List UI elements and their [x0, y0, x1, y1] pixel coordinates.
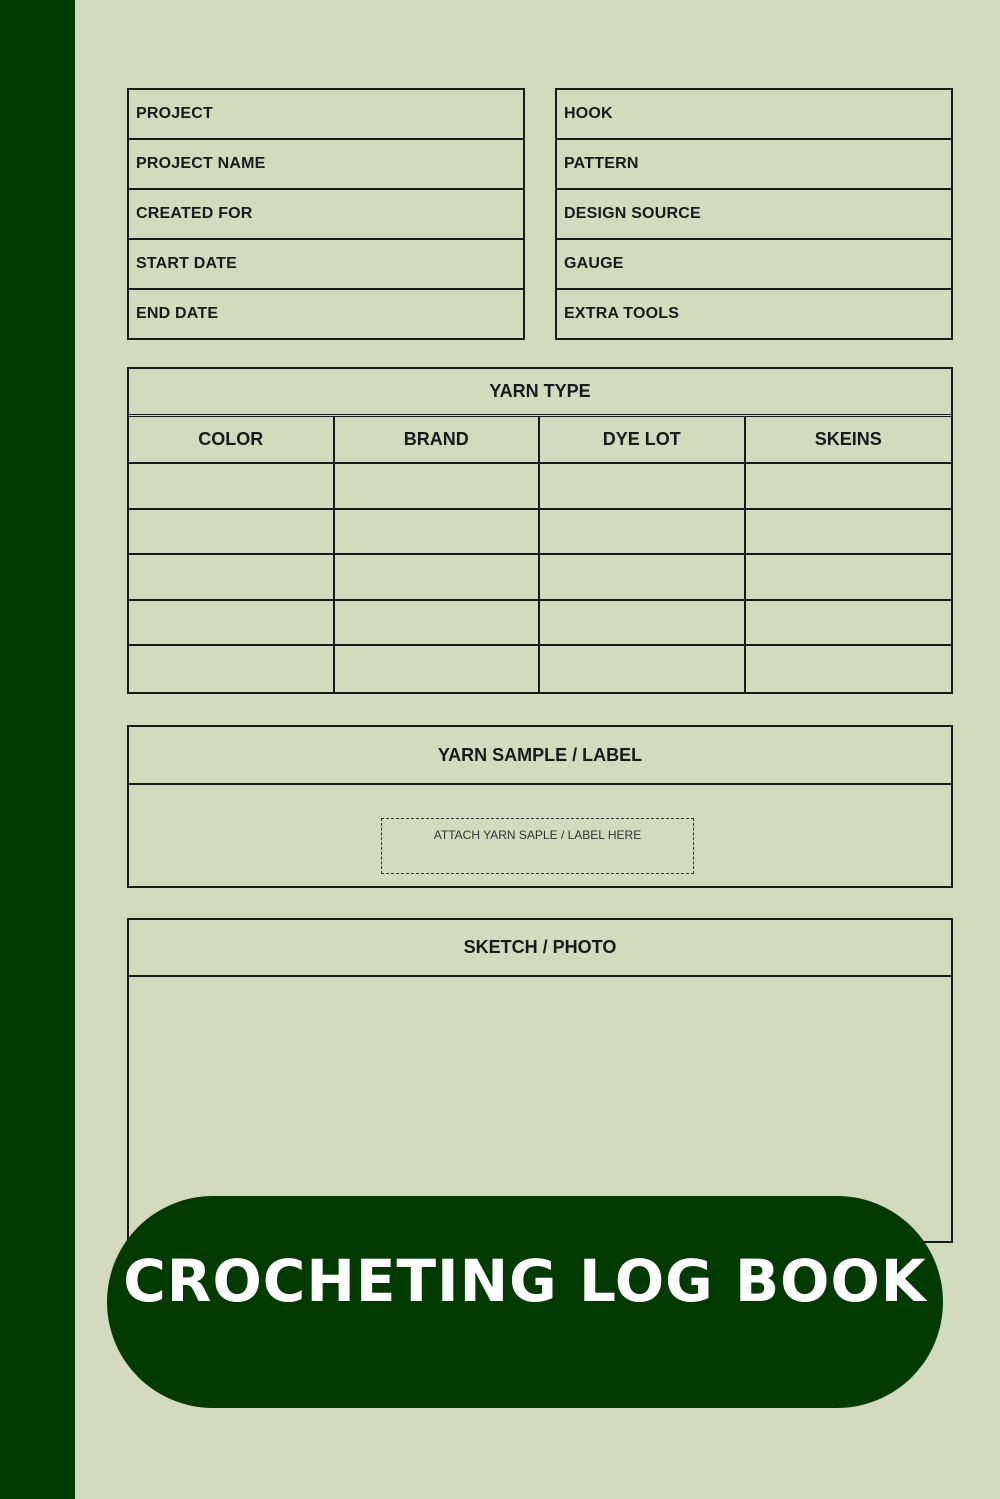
- sketch-photo-section: [127, 918, 953, 1243]
- project-name-field[interactable]: [129, 140, 523, 190]
- table-cell[interactable]: [335, 464, 541, 510]
- table-cell[interactable]: [335, 555, 541, 601]
- field-label: DESIGN SOURCE: [564, 205, 701, 222]
- field-label: START DATE: [136, 255, 237, 272]
- table-cell[interactable]: [335, 646, 541, 692]
- column-header-color: COLOR: [129, 417, 335, 464]
- field-label: PATTERN: [564, 155, 639, 172]
- field-label: END DATE: [136, 305, 219, 322]
- table-cell[interactable]: [129, 646, 335, 692]
- start-date-field[interactable]: [129, 240, 523, 290]
- yarn-type-table: [127, 367, 953, 694]
- hook-field[interactable]: [557, 90, 951, 140]
- table-cell[interactable]: [540, 601, 746, 647]
- gauge-field[interactable]: [557, 240, 951, 290]
- cover-spine: [0, 0, 75, 1499]
- column-header-skeins: SKEINS: [746, 417, 952, 464]
- extra-tools-field[interactable]: [557, 290, 951, 338]
- pattern-field[interactable]: [557, 140, 951, 190]
- table-cell[interactable]: [540, 464, 746, 510]
- title-banner: [107, 1196, 943, 1408]
- yarn-sample-section: [127, 725, 953, 888]
- table-cell[interactable]: [746, 510, 952, 556]
- sketch-photo-title: SKETCH / PHOTO: [129, 920, 951, 977]
- field-label: PROJECT: [136, 105, 213, 122]
- field-label: PROJECT NAME: [136, 155, 266, 172]
- column-header-brand: BRAND: [335, 417, 541, 464]
- table-cell[interactable]: [129, 510, 335, 556]
- table-cell[interactable]: [129, 555, 335, 601]
- yarn-type-title: YARN TYPE: [129, 369, 951, 417]
- tools-info-table: [555, 88, 953, 340]
- field-label: HOOK: [564, 105, 613, 122]
- book-title: CROCHETING LOG BOOK: [123, 1247, 927, 1315]
- design-source-field[interactable]: [557, 190, 951, 240]
- table-cell[interactable]: [540, 555, 746, 601]
- field-label: EXTRA TOOLS: [564, 305, 680, 322]
- table-cell[interactable]: [129, 601, 335, 647]
- column-header-dye-lot: DYE LOT: [540, 417, 746, 464]
- yarn-sample-title: YARN SAMPLE / LABEL: [129, 727, 951, 785]
- end-date-field[interactable]: [129, 290, 523, 338]
- table-cell[interactable]: [746, 601, 952, 647]
- project-info-table: [127, 88, 525, 340]
- attach-label-text: ATTACH YARN SAPLE / LABEL HERE: [433, 828, 642, 842]
- table-cell[interactable]: [746, 555, 952, 601]
- table-cell[interactable]: [335, 601, 541, 647]
- yarn-grid: [129, 417, 951, 692]
- table-cell[interactable]: [540, 646, 746, 692]
- table-cell[interactable]: [746, 464, 952, 510]
- attach-label-area[interactable]: [381, 818, 694, 874]
- created-for-field[interactable]: [129, 190, 523, 240]
- table-cell[interactable]: [335, 510, 541, 556]
- table-cell[interactable]: [746, 646, 952, 692]
- field-label: CREATED FOR: [136, 205, 253, 222]
- project-field[interactable]: [129, 90, 523, 140]
- table-cell[interactable]: [540, 510, 746, 556]
- table-cell[interactable]: [129, 464, 335, 510]
- field-label: GAUGE: [564, 255, 624, 272]
